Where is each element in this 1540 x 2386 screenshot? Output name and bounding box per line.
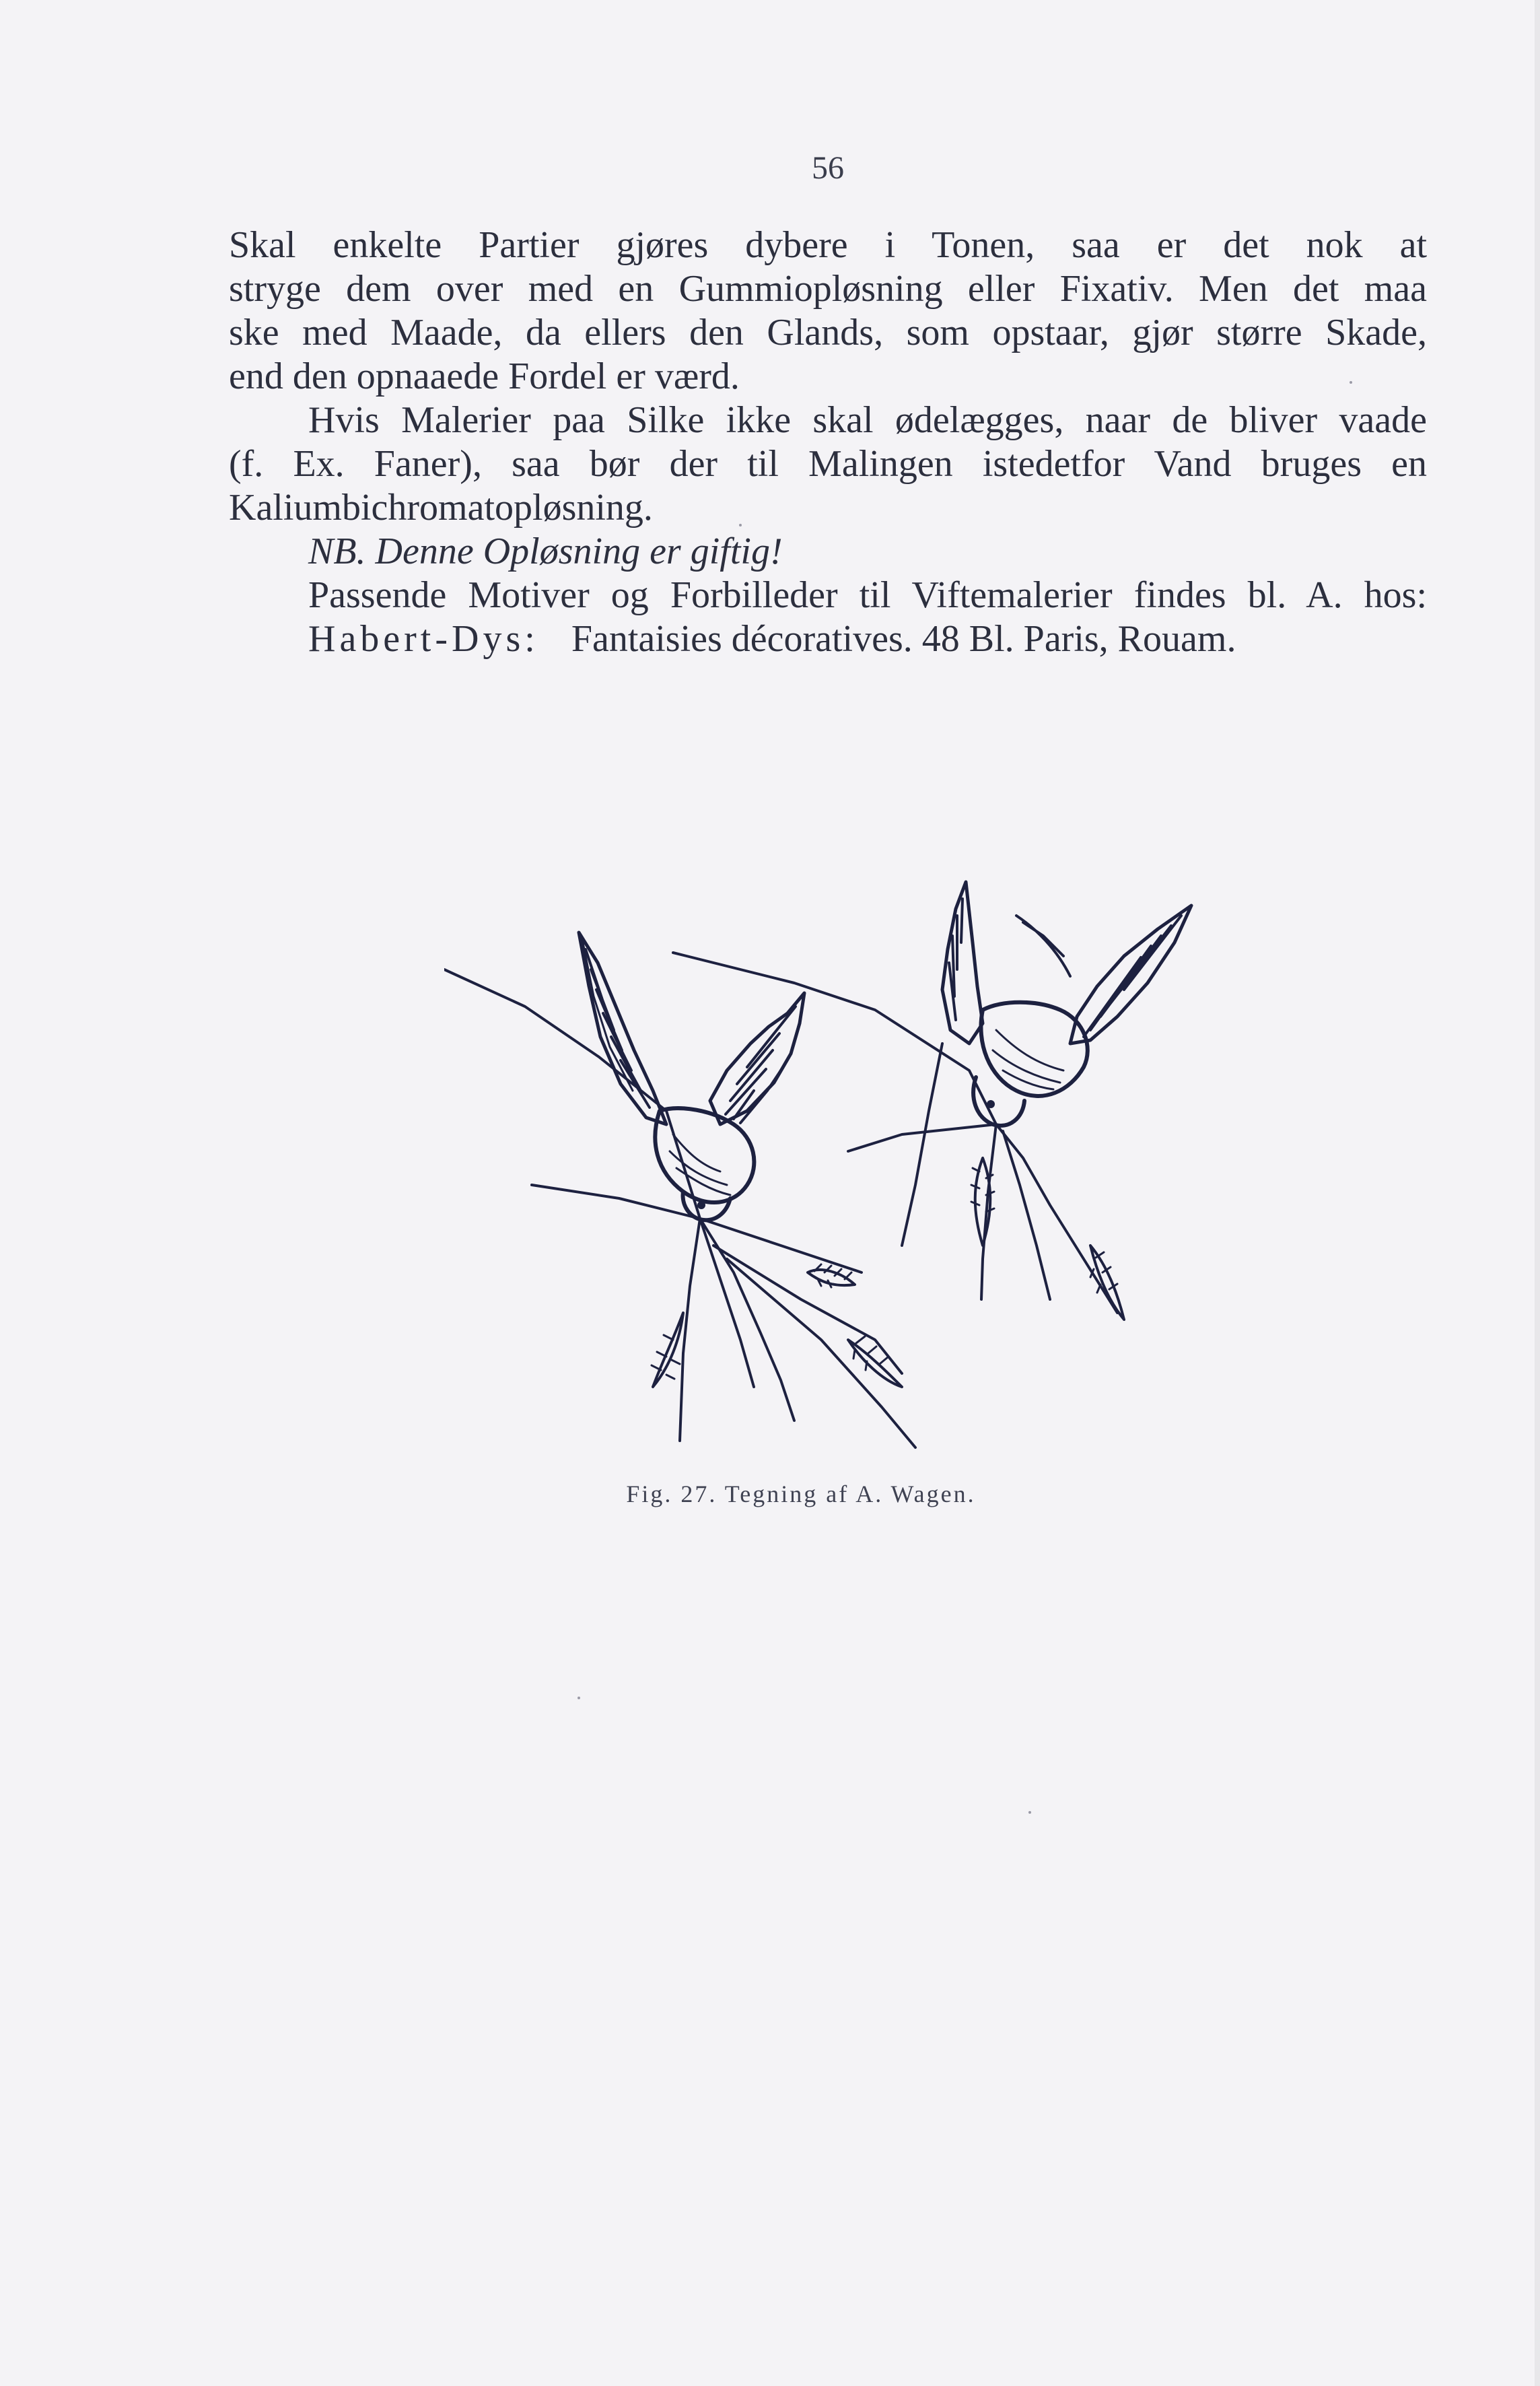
paper-speck <box>1028 1811 1031 1814</box>
left-bird <box>579 932 804 1220</box>
text-line: Passende Motiver og Forbilleder til Viftemalerier findes bl. A. hos: <box>308 574 1427 616</box>
text-line: (f. Ex. Faner), saa bør der til Malingen istedetfor Vand bruges en <box>229 443 1427 485</box>
paper-speck <box>578 1697 580 1699</box>
text-line: end den opnaaede Fordel er værd. <box>229 355 740 397</box>
text-line: stryge dem over med en Gummiopløsning eller Fixativ. Men det maa <box>229 268 1427 310</box>
reference-line <box>229 617 1427 661</box>
page-edge-shade <box>1535 0 1540 2386</box>
swallows-illustration <box>444 868 1212 1468</box>
text-line: Hvis Malerier paa Silke ikke skal ødelægges, naar de bliver vaade <box>308 399 1427 441</box>
text-line: Kaliumbichromatopløsning. <box>229 487 653 529</box>
warning-note: NB. Denne Opløsning er giftig! <box>308 531 783 572</box>
author-name: Habert-Dys: <box>308 618 539 660</box>
body-text <box>229 224 1427 661</box>
text-line: ske med Maade, da ellers den Glands, som opstaar, gjør større Skade, <box>229 312 1427 353</box>
reference-title: Fantaisies décoratives. 48 Bl. Paris, Rouam. <box>571 618 1236 660</box>
figure-caption: Fig. 27. Tegning af A. Wagen. <box>626 1480 976 1507</box>
left-wheat-stalks <box>444 969 915 1447</box>
paper-speck <box>1350 381 1352 384</box>
text-line: Skal enkelte Partier gjøres dybere i Tonen, saa er det nok at <box>229 224 1427 266</box>
paper-speck <box>739 524 742 526</box>
page-number: 56 <box>812 150 844 186</box>
